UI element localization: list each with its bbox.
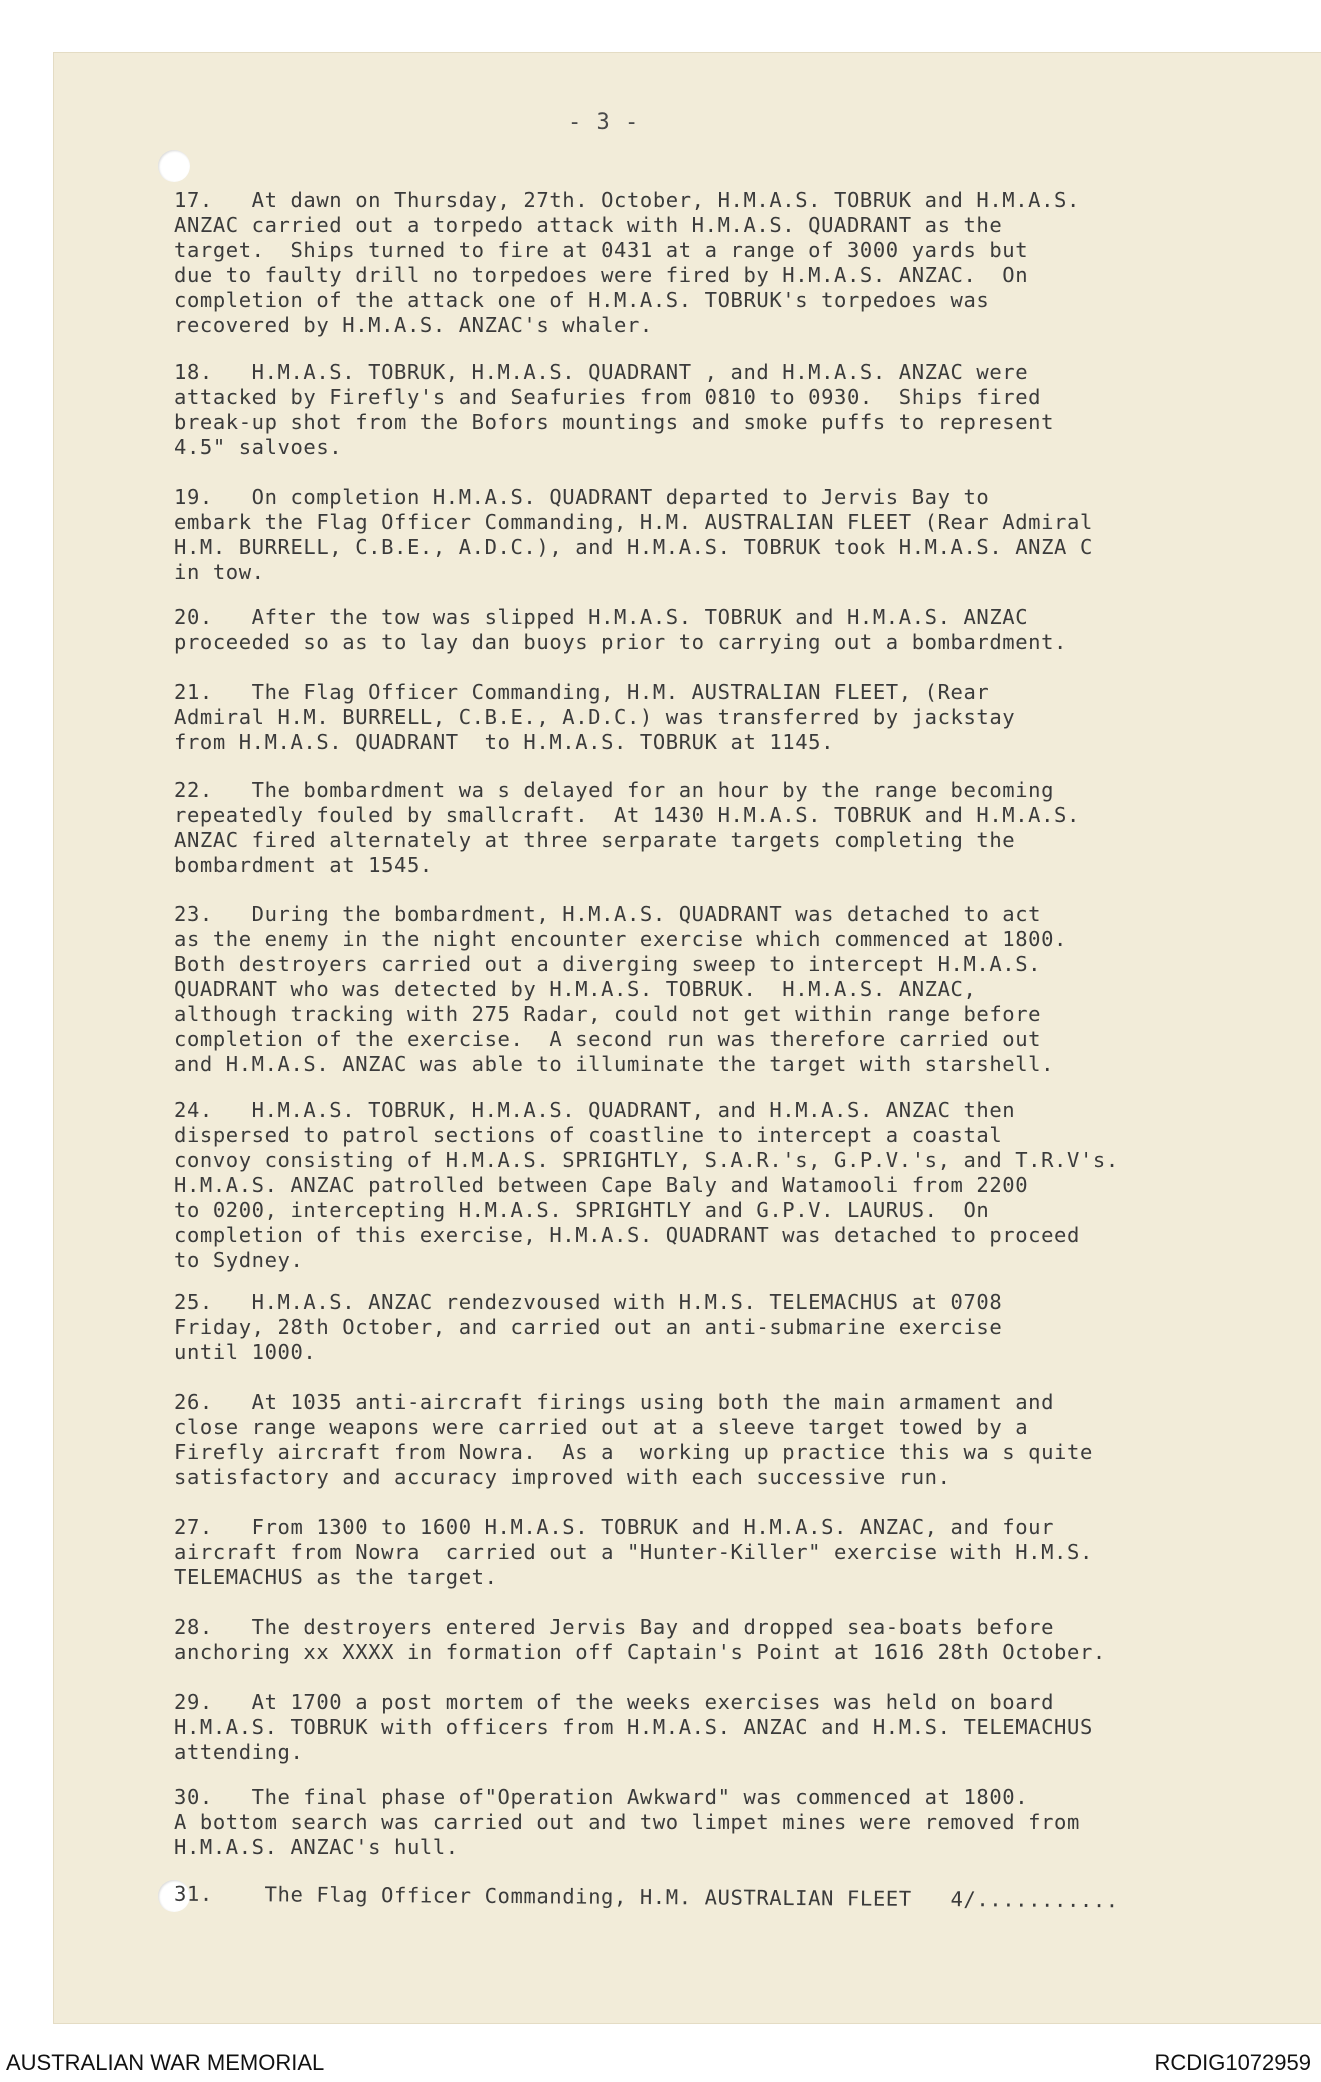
paragraph-line: in tow.	[174, 560, 265, 584]
paragraph-line: to Sydney.	[174, 1248, 304, 1272]
paragraph-line: anchoring xx XXXX in formation off Captain's Point at 1616 28th October.	[174, 1640, 1106, 1664]
paragraph-line: 23. During the bombardment, H.M.A.S. QUADRANT was detached to act	[174, 902, 1042, 926]
paragraph-line: 21. The Flag Officer Commanding, H.M. AUSTRALIAN FLEET, (Rear	[174, 680, 990, 704]
paragraph-line: due to faulty drill no torpedoes were fired by H.M.A.S. ANZAC. On	[174, 263, 1029, 287]
paragraph-line: repeatedly fouled by smallcraft. At 1430 H.M.A.S. TOBRUK and H.M.A.S.	[174, 803, 1080, 827]
paragraph-line: QUADRANT who was detected by H.M.A.S. TOBRUK. H.M.A.S. ANZAC,	[174, 977, 977, 1001]
paragraph-line: convoy consisting of H.M.A.S. SPRIGHTLY, S.A.R.'s, G.P.V.'s, and T.R.V's.	[174, 1148, 1119, 1172]
paragraph-line: 30. The final phase of"Operation Awkward" was commenced at 1800.	[174, 1785, 1029, 1809]
paragraph-line: completion of this exercise, H.M.A.S. QUADRANT was detached to proceed	[174, 1223, 1080, 1247]
paragraph	[174, 1615, 1106, 1665]
paragraph-line: as the enemy in the night encounter exercise which commenced at 1800.	[174, 927, 1068, 951]
paragraph-line: dispersed to patrol sections of coastline to intercept a coastal	[174, 1123, 1003, 1147]
paragraph-line: proceeded so as to lay dan buoys prior to carrying out a bombardment.	[174, 630, 1068, 654]
paragraph-line: aircraft from Nowra carried out a "Hunter-Killer" exercise with H.M.S.	[174, 1540, 1093, 1564]
paragraph	[174, 360, 1054, 460]
paragraph-line: break-up shot from the Bofors mountings and smoke puffs to represent	[174, 410, 1055, 434]
paragraph-line: 24. H.M.A.S. TOBRUK, H.M.A.S. QUADRANT, and H.M.A.S. ANZAC then	[174, 1098, 1016, 1122]
paragraph	[174, 605, 1067, 655]
paragraph-line: Both destroyers carried out a diverging sweep to intercept H.M.A.S.	[174, 952, 1042, 976]
paragraph	[174, 485, 1093, 585]
paragraph-line: bombardment at 1545.	[174, 853, 433, 877]
paragraph-line: until 1000.	[174, 1340, 317, 1364]
footer-record-id: RCDIG1072959	[1154, 2050, 1311, 2075]
paragraph-line: H.M. BURRELL, C.B.E., A.D.C.), and H.M.A.S. TOBRUK took H.M.A.S. ANZA C	[174, 535, 1093, 559]
paragraph	[174, 188, 1080, 338]
paragraph	[174, 778, 1080, 878]
page-number: - 3 -	[568, 110, 640, 135]
paragraph-line: 28. The destroyers entered Jervis Bay and dropped sea-boats before	[174, 1615, 1055, 1639]
paragraph-line: A bottom search was carried out and two limpet mines were removed from	[174, 1810, 1080, 1834]
paragraph	[174, 1390, 1093, 1490]
paragraph-line: 20. After the tow was slipped H.M.A.S. TOBRUK and H.M.A.S. ANZAC	[174, 605, 1029, 629]
paragraph	[174, 1785, 1080, 1860]
paragraph-line: H.M.A.S. TOBRUK with officers from H.M.A.S. ANZAC and H.M.S. TELEMACHUS	[174, 1715, 1093, 1739]
paragraph	[174, 1290, 1002, 1365]
paragraph-line: recovered by H.M.A.S. ANZAC's whaler.	[174, 313, 653, 337]
paragraph	[174, 1515, 1093, 1590]
paragraph-line: TELEMACHUS as the target.	[174, 1565, 498, 1589]
paragraph-line: Friday, 28th October, and carried out an anti-submarine exercise	[174, 1315, 1003, 1339]
paragraph-line: Firefly aircraft from Nowra. As a working up practice this wa s quite	[174, 1440, 1093, 1464]
paragraph-line: 17. At dawn on Thursday, 27th. October, H.M.A.S. TOBRUK and H.M.A.S.	[174, 188, 1080, 212]
paragraph-line: 31. The Flag Officer Commanding, H.M. AUSTRALIAN FLEET 4/...........	[173, 1881, 1119, 1913]
paragraph-line: completion of the attack one of H.M.A.S. TOBRUK's torpedoes was	[174, 288, 990, 312]
paragraph	[174, 902, 1067, 1077]
paragraph-line: attacked by Firefly's and Seafuries from 0810 to 0930. Ships fired	[174, 385, 1042, 409]
paragraph-line: although tracking with 275 Radar, could not get within range before	[174, 1002, 1042, 1026]
paragraph-line: H.M.A.S. ANZAC patrolled between Cape Baly and Watamooli from 2200	[174, 1173, 1029, 1197]
paragraph-line: satisfactory and accuracy improved with each successive run.	[174, 1465, 951, 1489]
paragraph-line: H.M.A.S. ANZAC's hull.	[174, 1835, 459, 1859]
paragraph-line: target. Ships turned to fire at 0431 at a range of 3000 yards but	[174, 238, 1029, 262]
paragraph-line: 29. At 1700 a post mortem of the weeks exercises was held on board	[174, 1690, 1055, 1714]
punch-hole-top	[158, 150, 190, 182]
paragraph	[174, 1690, 1093, 1765]
paragraph-line: 18. H.M.A.S. TOBRUK, H.M.A.S. QUADRANT , and H.M.A.S. ANZAC were	[174, 360, 1029, 384]
paragraph-line: Admiral H.M. BURRELL, C.B.E., A.D.C.) was transferred by jackstay	[174, 705, 1016, 729]
paragraph-line: and H.M.A.S. ANZAC was able to illuminate the target with starshell.	[174, 1052, 1055, 1076]
paragraph	[174, 680, 1015, 755]
paragraph-line: 26. At 1035 anti-aircraft firings using both the main armament and	[174, 1390, 1055, 1414]
paragraph-line: 22. The bombardment wa s delayed for an hour by the range becoming	[174, 778, 1055, 802]
paragraph-line: 27. From 1300 to 1600 H.M.A.S. TOBRUK and H.M.A.S. ANZAC, and four	[174, 1515, 1055, 1539]
paragraph-line: embark the Flag Officer Commanding, H.M. AUSTRALIAN FLEET (Rear Admiral	[174, 510, 1093, 534]
paragraph-line: ANZAC carried out a torpedo attack with H.M.A.S. QUADRANT as the	[174, 213, 1003, 237]
paragraph-line: close range weapons were carried out at a sleeve target towed by a	[174, 1415, 1029, 1439]
paragraph-line: 25. H.M.A.S. ANZAC rendezvoused with H.M.S. TELEMACHUS at 0708	[174, 1290, 1003, 1314]
paragraph-line: 19. On completion H.M.A.S. QUADRANT departed to Jervis Bay to	[174, 485, 990, 509]
paragraph	[174, 1098, 1119, 1273]
paragraph-line: completion of the exercise. A second run was therefore carried out	[174, 1027, 1042, 1051]
paragraph-line: to 0200, intercepting H.M.A.S. SPRIGHTLY and G.P.V. LAURUS. On	[174, 1198, 990, 1222]
footer-institution: AUSTRALIAN WAR MEMORIAL	[6, 2050, 325, 2075]
paragraph-line: ANZAC fired alternately at three serparate targets completing the	[174, 828, 1016, 852]
paragraph-line: 4.5" salvoes.	[174, 435, 343, 459]
paragraph-line: attending.	[174, 1740, 304, 1764]
paragraph-line: from H.M.A.S. QUADRANT to H.M.A.S. TOBRUK at 1145.	[174, 730, 835, 754]
